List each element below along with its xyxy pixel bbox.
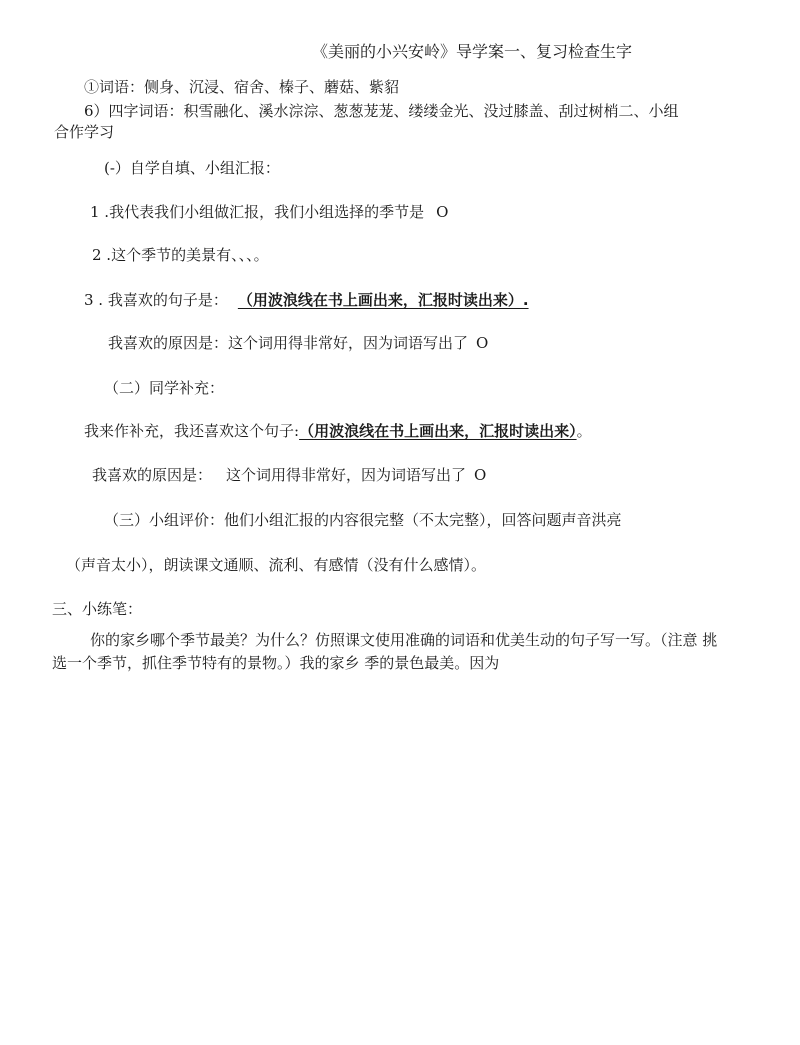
supplement-sentence <box>84 421 592 441</box>
section1-heading: (-）自学自填、小组汇报： <box>104 159 280 177</box>
supplement-text: 我来作补充，我还喜欢这个句子: <box>84 422 300 440</box>
practice-prompt-line-1: 你的家乡哪个季节最美？为什么？仿照课文使用准确的词语和优美生动的句子写一写。（注意 挑 <box>90 631 718 649</box>
supplement-reason-label: 我喜欢的原因是： <box>92 466 213 484</box>
group-evaluation-line-2: （声音太小），朗读课文通顺、流利、有感情（没有什么感情）。 <box>66 556 487 574</box>
blank-mark: O <box>476 334 489 352</box>
doc-title: 《美丽的小兴安岭》导学案一、复习检查生字 <box>312 42 633 61</box>
instruction-emphasis: （用波浪线在书上画出来，汇报时读出来） <box>299 422 577 440</box>
supplement-period: 。 <box>576 422 592 440</box>
report-item-1 <box>90 202 448 222</box>
practice-prompt-line-2: 选一个季节，抓住季节特有的景物。）我的家乡 季的景色最美。因为 <box>52 654 500 672</box>
report-item-3-reason <box>108 333 488 353</box>
reason-text: 我喜欢的原因是：这个词用得非常好，因为词语写出了 <box>108 334 469 352</box>
supplement-reason-text: 这个词用得非常好，因为词语写出了 <box>226 466 467 484</box>
group-evaluation-line-1: （三）小组评价：他们小组汇报的内容很完整（不太完整），回答问题声音洪亮 <box>104 511 622 529</box>
blank-mark: O <box>474 466 487 484</box>
four-char-words-line: 6）四字词语：积雪融化、溪水淙淙、葱葱茏茏、缕缕金光、没过膝盖、刮过树梢二、小组 <box>84 102 679 120</box>
supplement-reason <box>92 465 486 485</box>
part3-heading: 三、小练笔： <box>52 600 143 618</box>
vocabulary-line: ①词语：侧身、沉浸、宿舍、榛子、蘑菇、紫貂 <box>84 78 400 96</box>
four-char-words-line-continued: 合作学习 <box>54 123 115 141</box>
instruction-emphasis: （用波浪线在书上画出来，汇报时读出来）. <box>237 291 529 309</box>
section2-heading: （二）同学补充： <box>104 379 225 397</box>
report-item-3-text: 3 . 我喜欢的句子是： <box>84 291 228 309</box>
report-item-1-text: 1 .我代表我们小组做汇报，我们小组选择的季节是 <box>90 203 425 221</box>
report-item-3 <box>84 290 529 310</box>
blank-mark: O <box>436 203 449 221</box>
report-item-2: 2 .这个季节的美景有、、、。 <box>92 246 269 264</box>
